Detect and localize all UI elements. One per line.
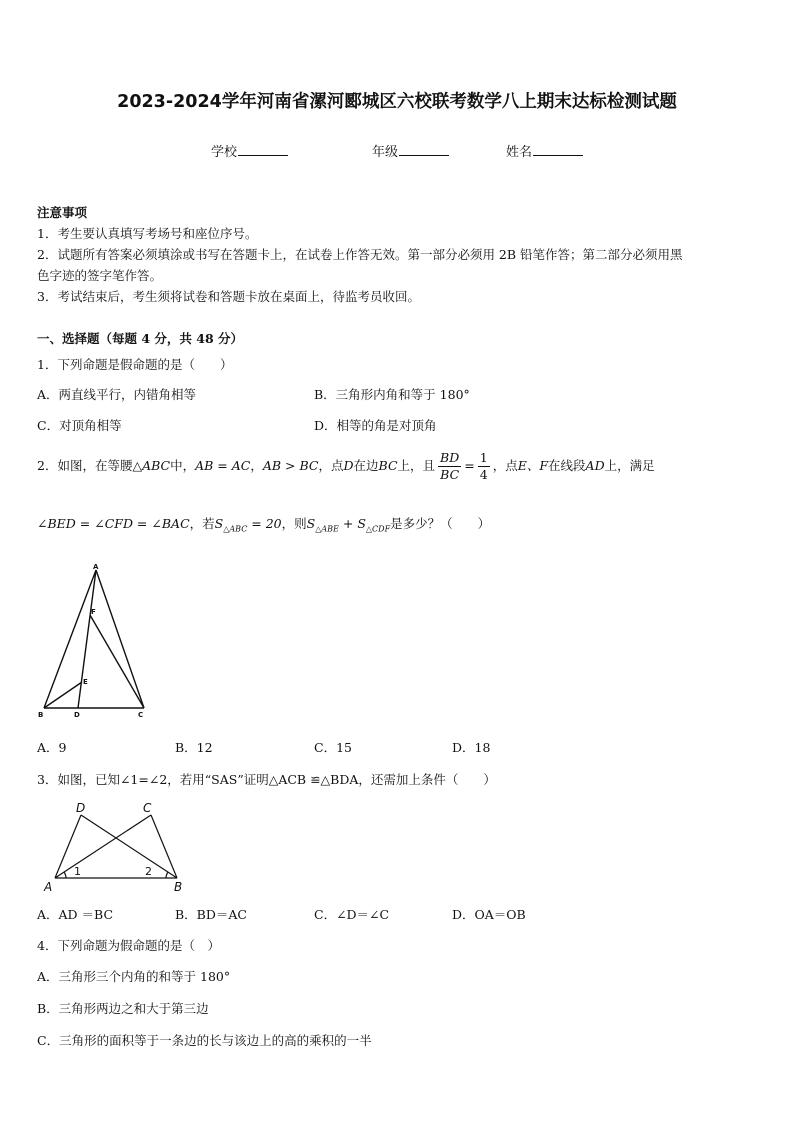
area-value: = 20 bbox=[247, 516, 282, 531]
area-sub: △CDF bbox=[365, 524, 391, 534]
notice-heading: 注意事项 bbox=[37, 205, 88, 220]
area-sub: △ABC bbox=[223, 524, 248, 534]
q3-option-a[interactable]: A．AD ＝BC bbox=[37, 907, 114, 922]
q3-stem: 3．如图，已知∠1=∠2，若用“SAS”证明△ACB ≌△BDA，还需加上条件（ ） bbox=[37, 772, 496, 787]
q4-stem: 4．下列命题为假命题的是（ ） bbox=[37, 938, 220, 953]
label-d: D bbox=[76, 801, 86, 815]
q2-text: ，点 bbox=[492, 458, 518, 473]
label-d: D bbox=[74, 711, 80, 719]
notice-item-3: 3．考试结束后，考生须将试卷和答题卡放在桌面上，待监考员收回。 bbox=[37, 289, 420, 304]
school-blank[interactable] bbox=[238, 143, 288, 156]
q2-text: ，则 bbox=[281, 516, 307, 531]
notice-item-2: 2．试题所有答案必须填涂或书写在答题卡上，在试卷上作答无效。第一部分必须用 2B 铅笔作答；第二部分必须用黑 bbox=[37, 247, 683, 262]
q3-option-b[interactable]: B．BD＝AC bbox=[175, 907, 247, 922]
q1-option-d[interactable]: D．相等的角是对顶角 bbox=[314, 418, 437, 433]
frac-den: BC bbox=[440, 467, 460, 482]
q2-plus: + bbox=[338, 516, 358, 531]
q2-option-d[interactable]: D．18 bbox=[452, 740, 491, 755]
area-symbol: S bbox=[357, 516, 366, 531]
school-label: 学校 bbox=[211, 145, 238, 160]
label-c: C bbox=[143, 801, 152, 815]
q2-eq2: AB > BC bbox=[262, 458, 319, 473]
q2-points-ef: E、F bbox=[517, 458, 549, 473]
q2-stem-line2 bbox=[37, 514, 490, 534]
label-a: A bbox=[93, 563, 99, 571]
grade-label: 年级 bbox=[372, 145, 399, 160]
page-title: 2023-2024学年河南省漯河郾城区六校联考数学八上期末达标检测试题 bbox=[117, 92, 677, 112]
side-ab bbox=[44, 570, 96, 708]
name-label: 姓名 bbox=[506, 145, 533, 160]
area-sub: △ABE bbox=[315, 524, 339, 534]
q1-stem: 1．下列命题是假命题的是（ ） bbox=[37, 357, 233, 372]
frac-den: 4 bbox=[479, 467, 488, 482]
q2-area-abe bbox=[306, 516, 339, 534]
notice-item-2-cont: 色字迹的签字笔作答。 bbox=[37, 268, 163, 283]
area-symbol: S bbox=[306, 516, 316, 531]
label-e: E bbox=[83, 678, 88, 686]
q2-angle-condition: ∠BED = ∠CFD = ∠BAC bbox=[37, 516, 190, 531]
angle-1-arc bbox=[64, 872, 66, 878]
name-field[interactable] bbox=[506, 141, 583, 160]
frac-num: BD bbox=[440, 450, 460, 465]
notice-item-1: 1．考生要认真填写考场号和座位序号。 bbox=[37, 226, 258, 241]
q2-triangle-figure bbox=[32, 560, 162, 720]
q2-option-c[interactable]: C．15 bbox=[314, 740, 352, 755]
label-angle-2: 2 bbox=[145, 865, 152, 878]
q4-option-b[interactable]: B．三角形两边之和大于第三边 bbox=[37, 1001, 209, 1016]
q2-text: ， bbox=[250, 458, 263, 473]
q4-option-a[interactable]: A．三角形三个内角的和等于 180° bbox=[37, 969, 231, 984]
q2-text: ，点 bbox=[318, 458, 344, 473]
q2-text: 在边 bbox=[353, 458, 379, 473]
q2-seg-bc: BC bbox=[378, 458, 398, 473]
label-f: F bbox=[91, 608, 96, 616]
school-field[interactable] bbox=[211, 141, 288, 160]
q2-triangle: △ABC bbox=[132, 458, 171, 473]
q2-text: 在线段 bbox=[548, 458, 586, 473]
q2-point-d: D bbox=[343, 458, 354, 473]
label-angle-1: 1 bbox=[74, 865, 81, 878]
q2-text: 2．如图，在等腰 bbox=[37, 458, 133, 473]
q3-option-c[interactable]: C．∠D＝∠C bbox=[314, 907, 390, 922]
q2-text: 是多少？（ ） bbox=[390, 516, 491, 531]
q2-option-a[interactable]: A．9 bbox=[37, 740, 67, 755]
q2-equals: = bbox=[464, 458, 475, 473]
q1-option-a[interactable]: A．两直线平行，内错角相等 bbox=[37, 387, 197, 402]
grade-blank[interactable] bbox=[399, 143, 449, 156]
q2-stem-line1 bbox=[37, 450, 655, 483]
q2-text: 上，且 bbox=[397, 458, 436, 473]
label-a: A bbox=[44, 880, 53, 894]
q2-option-b[interactable]: B．12 bbox=[175, 740, 213, 755]
q1-option-c[interactable]: C．对顶角相等 bbox=[37, 418, 122, 433]
segment-be bbox=[44, 682, 82, 708]
segment-db bbox=[81, 815, 177, 878]
q2-seg-ad: AD bbox=[585, 458, 605, 473]
frac-num: 1 bbox=[479, 450, 488, 465]
name-blank[interactable] bbox=[533, 143, 583, 156]
q2-text: 中， bbox=[170, 458, 196, 473]
label-b: B bbox=[38, 711, 44, 719]
q3-option-d[interactable]: D．OA＝OB bbox=[452, 907, 526, 922]
angle-2-arc bbox=[166, 872, 168, 878]
grade-field[interactable] bbox=[372, 141, 449, 160]
segment-ac bbox=[55, 815, 151, 878]
q2-fraction-one-quarter bbox=[478, 450, 490, 483]
q3-figure bbox=[38, 796, 198, 896]
q2-area-abc bbox=[214, 516, 282, 534]
q2-eq1: AB = AC bbox=[195, 458, 251, 473]
q1-option-b[interactable]: B．三角形内角和等于 180° bbox=[314, 387, 470, 402]
segment-ad bbox=[78, 570, 96, 708]
segment-cb bbox=[151, 815, 177, 878]
label-c: C bbox=[138, 711, 144, 719]
q4-option-c[interactable]: C．三角形的面积等于一条边的长与该边上的高的乘积的一半 bbox=[37, 1033, 372, 1048]
q2-text: 上，满足 bbox=[604, 458, 655, 473]
area-symbol: S bbox=[214, 516, 224, 531]
q2-fraction-bd-bc bbox=[438, 450, 461, 483]
label-b: B bbox=[174, 880, 183, 894]
section-heading: 一、选择题（每题 4 分，共 48 分） bbox=[37, 331, 244, 346]
q2-text: ，若 bbox=[189, 516, 215, 531]
q2-area-cdf bbox=[357, 516, 391, 534]
